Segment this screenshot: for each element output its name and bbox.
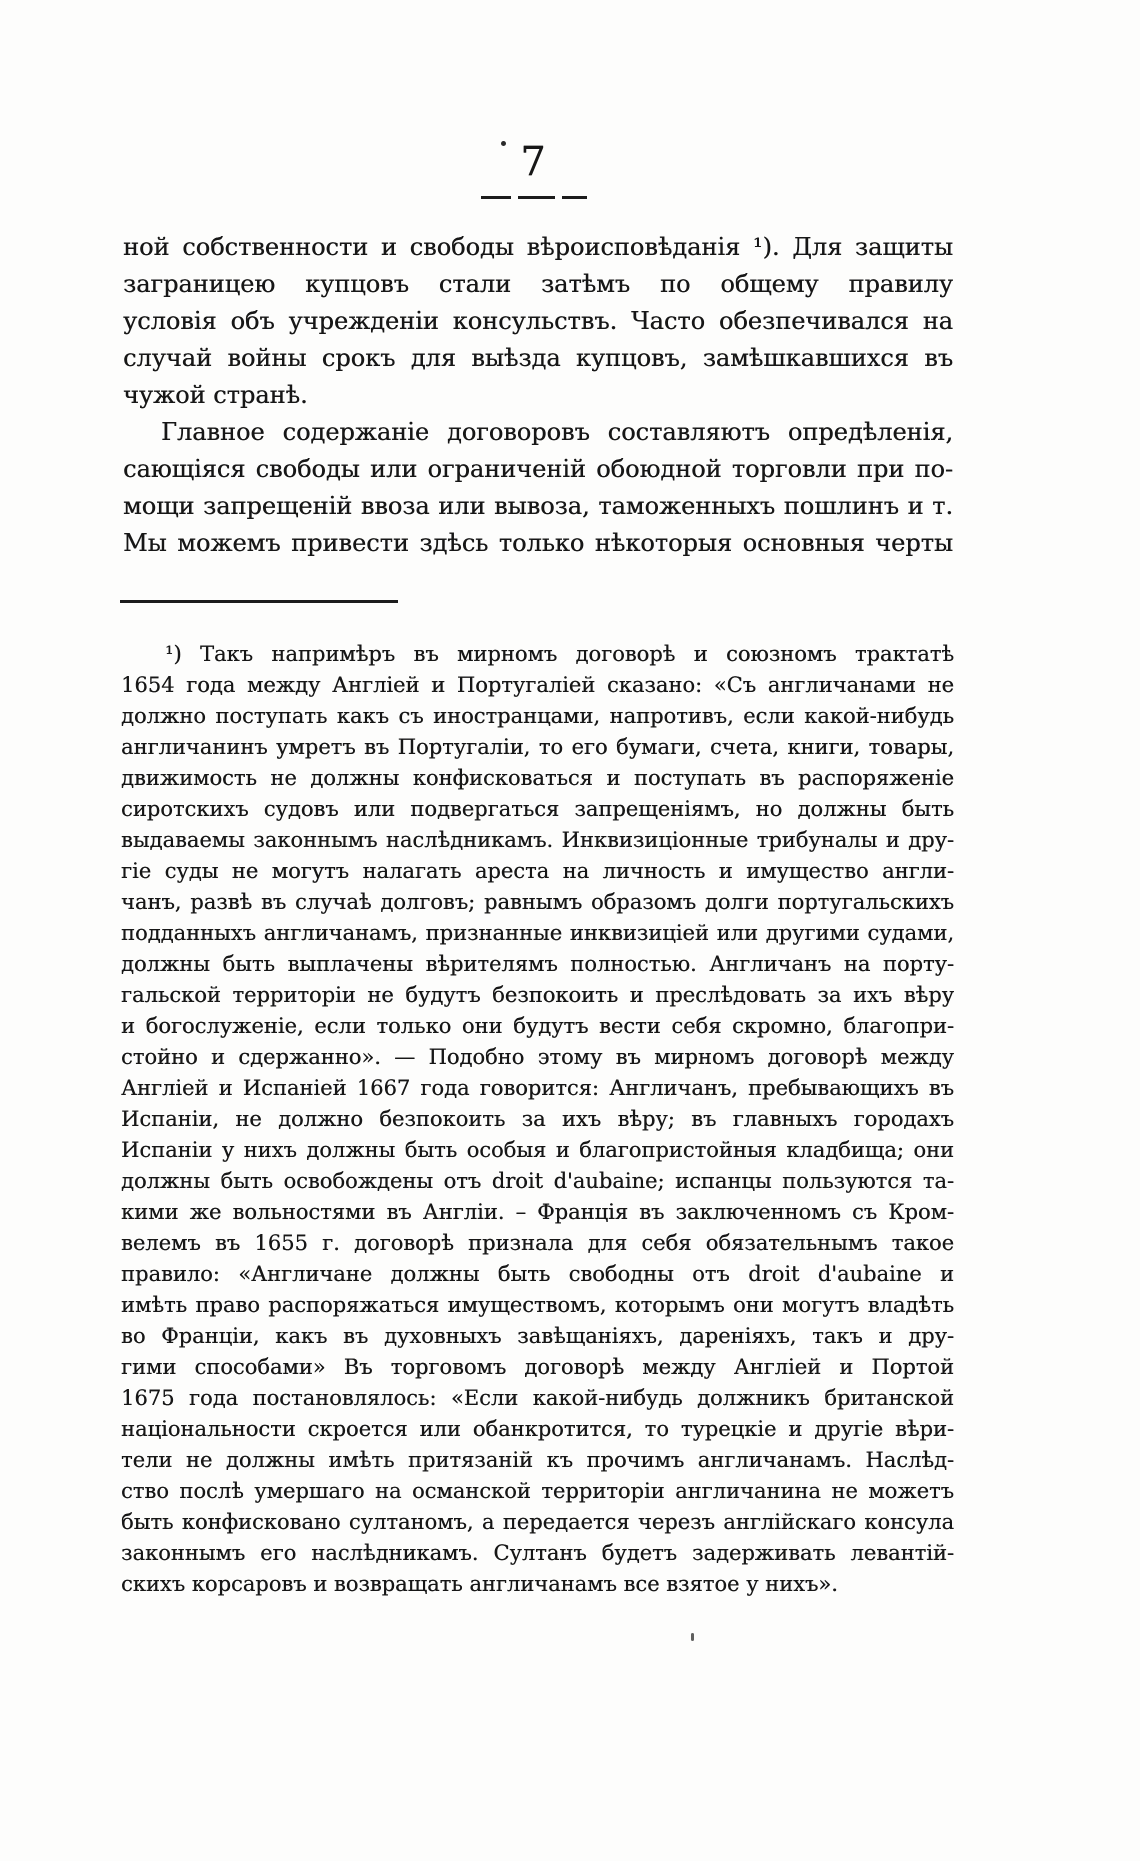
footnote-block bbox=[121, 639, 954, 1600]
page-number-underline bbox=[481, 196, 587, 199]
footnote-line: выдаваемы законнымъ наслѣдникамъ. Инквизиціонные трибуналы и дру- bbox=[121, 828, 954, 852]
text-line: Мы можемъ привести здѣсь только нѣкоторыя основныя черты bbox=[123, 529, 953, 557]
ink-speck-bottom bbox=[691, 1633, 694, 1641]
text-line: заграницею купцовъ стали затѣмъ по общему правилу bbox=[123, 270, 953, 298]
footnote-line: велемъ въ 1655 г. договорѣ признала для себя обязательнымъ такое bbox=[121, 1231, 954, 1255]
footnote-line: Испаніи, не должно безпокоить за ихъ вѣру; въ главныхъ городахъ bbox=[121, 1107, 954, 1131]
footnote-line: 1654 года между Англіей и Португаліей сказано: «Съ англичанами не bbox=[121, 673, 954, 697]
footnote-line: должны быть освобождены отъ droit d'aubaine; испанцы пользуются та- bbox=[121, 1169, 954, 1193]
footnote-line: 1675 года постановлялось: «Если какой-нибудь должникъ британской bbox=[121, 1386, 954, 1410]
footnote-line: сиротскихъ судовъ или подвергаться запрещеніямъ, но должны быть bbox=[121, 797, 954, 821]
text-line: условія объ учрежденіи консульствъ. Часто обезпечивался на bbox=[123, 307, 953, 335]
footnote-line: Англіей и Испаніей 1667 года говорится: Англичанъ, пребывающихъ въ bbox=[121, 1076, 954, 1100]
footnote-separator bbox=[120, 600, 398, 603]
footnote-line: скихъ корсаровъ и возвращать англичанамъ все взятое у нихъ». bbox=[121, 1572, 838, 1596]
footnote-line: движимость не должны конфисковаться и поступать въ распоряженіе bbox=[121, 766, 954, 790]
footnote-line: быть конфисковано султаномъ, а передается черезъ англійскаго консула bbox=[121, 1510, 954, 1534]
text-line: случай войны срокъ для выѣзда купцовъ, замѣшкавшихся въ bbox=[123, 344, 953, 372]
footnote-line: гіе суды не могутъ налагать ареста на личность и имущество англи- bbox=[121, 859, 954, 883]
footnote-line: стойно и сдержанно». — Подобно этому въ мирномъ договорѣ между bbox=[121, 1045, 954, 1069]
footnote-line: ¹) Такъ напримѣръ въ мирномъ договорѣ и союзномъ трактатѣ bbox=[165, 642, 954, 666]
footnote-line: тели не должны имѣть притязаній къ прочимъ англичанамъ. Наслѣд- bbox=[121, 1448, 954, 1472]
footnote-line: гальской территоріи не будутъ безпокоить и преслѣдовать за ихъ вѣру bbox=[121, 983, 954, 1007]
text-line: ной собственности и свободы вѣроисповѣданія ¹). Для защиты bbox=[123, 233, 953, 261]
footnote-line: законнымъ его наслѣдникамъ. Султанъ будетъ задерживать левантій- bbox=[121, 1541, 954, 1565]
footnote-line: и богослуженіе, если только они будутъ вести себя скромно, благопри- bbox=[121, 1014, 954, 1038]
footnote-line: должно поступать какъ съ иностранцами, напротивъ, если какой-нибудь bbox=[121, 704, 954, 728]
footnote-line: подданныхъ англичанамъ, признанные инквизиціей или другими судами, bbox=[121, 921, 954, 945]
footnote-line: правило: «Англичане должны быть свободны отъ droit d'aubaine и bbox=[121, 1262, 954, 1286]
text-line: мощи запрещеній ввоза или вывоза, таможенныхъ пошлинъ и т. bbox=[123, 492, 953, 520]
footnote-line: ство послѣ умершаго на османской территоріи англичанина не можетъ bbox=[121, 1479, 954, 1503]
text-line: сающіяся свободы или ограниченій обоюдной торговли при по- bbox=[123, 455, 953, 483]
page-number: 7 bbox=[520, 139, 546, 185]
footnote-line: національности скроется или обанкротится, то турецкіе и другіе вѣри- bbox=[121, 1417, 954, 1441]
text-line: чужой странѣ. bbox=[123, 381, 308, 409]
footnote-line: гими способами» Въ торговомъ договорѣ между Англіей и Портой bbox=[121, 1355, 954, 1379]
text-line: Главное содержаніе договоровъ составляютъ опредѣленія, bbox=[161, 418, 953, 446]
footnote-line: Испаніи у нихъ должны быть особыя и благопристойныя кладбища; они bbox=[121, 1138, 954, 1162]
footnote-line: кими же вольностями въ Англіи. – Франція въ заключенномъ съ Кром- bbox=[121, 1200, 954, 1224]
footnote-line: во Франціи, какъ въ духовныхъ завѣщаніяхъ, дареніяхъ, такъ и дру- bbox=[121, 1324, 954, 1348]
footnote-line: имѣть право распоряжаться имуществомъ, которымъ они могутъ владѣть bbox=[121, 1293, 954, 1317]
main-text-block bbox=[123, 229, 953, 562]
footnote-line: чанъ, развѣ въ случаѣ долговъ; равнымъ образомъ долги португальскихъ bbox=[121, 890, 954, 914]
footnote-line: англичанинъ умретъ въ Португаліи, то его бумаги, счета, книги, товары, bbox=[121, 735, 954, 759]
footnote-line: должны быть выплачены вѣрителямъ полностью. Англичанъ на порту- bbox=[121, 952, 954, 976]
